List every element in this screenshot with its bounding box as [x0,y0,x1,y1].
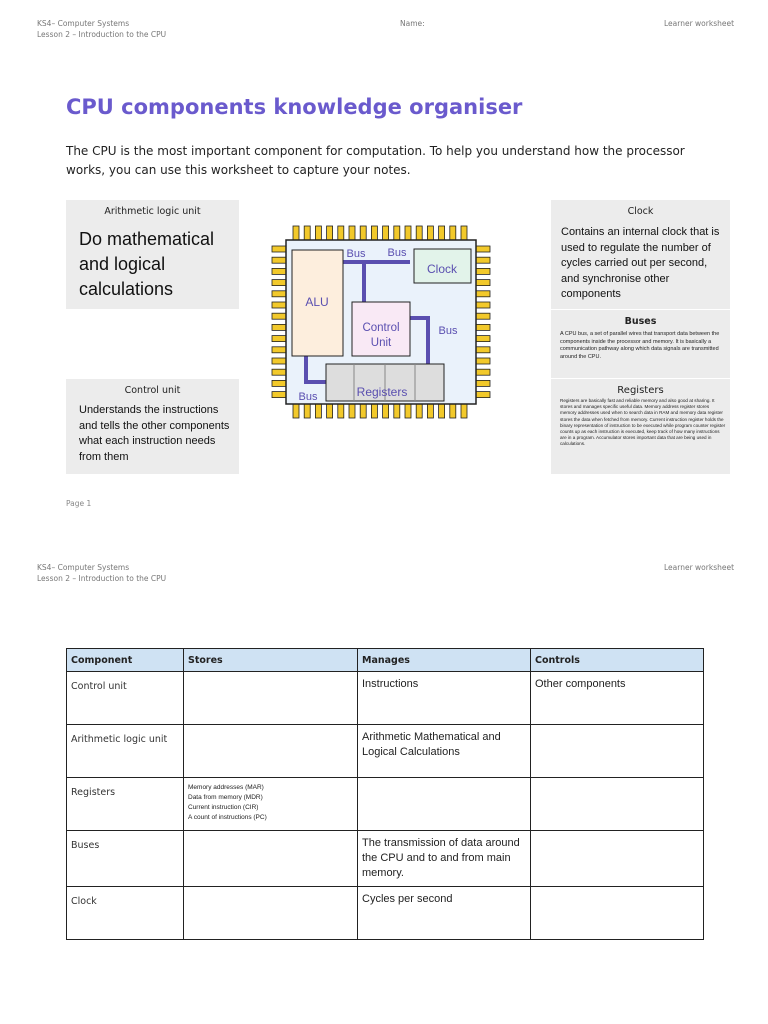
header-worksheet-label: Learner worksheet [664,19,735,28]
table-header-component: Component [67,649,184,672]
bus-label-bottom: Bus [298,391,318,403]
cpu-pin [450,226,456,240]
cpu-pin [272,313,286,319]
cpu-pin [439,226,445,240]
cpu-pin [405,226,411,240]
page-title: CPU components knowledge organiser [66,95,523,119]
cpu-pin [476,257,490,263]
row-manages-cell[interactable]: Arithmetic Mathematical and Logical Calculations [358,725,531,778]
cpu-pin [394,226,400,240]
row-controls-cell[interactable] [531,887,704,940]
cpu-pin [272,324,286,330]
cpu-pin [272,336,286,342]
cpu-pin [315,404,321,418]
row-controls-cell[interactable] [531,831,704,887]
components-table [66,648,704,940]
header-name-label: Name: [400,19,425,28]
cpu-pin [416,226,422,240]
stores-line: Current instruction (CIR) [188,804,259,811]
clock-card-text: Contains an internal clock that is used to regulate the number of cycles carried out per second, and synchronise other components [561,226,720,300]
alu-card-title: Arithmetic logic unit [104,206,201,217]
row-stores-cell[interactable] [184,725,358,778]
cpu-pin [272,268,286,274]
registers-card-title: Registers [617,385,664,396]
cpu-pin [476,280,490,286]
page2-header-worksheet-label: Learner worksheet [664,563,735,572]
table-row [67,887,704,940]
cpu-pin [427,226,433,240]
table-row [67,725,704,778]
registers-card-text: Registers are basically fast and reliable memory and also good at sharing. It stores and manages specific useful data. Memory address register stores memory addresses used when to search data in RAM and memory data register stores the data when fetched from memory. Current instruction register holds the binary representation of instruction to be executed while program counter register counts up as each instruction is executed, keep track of how many instructions are in a program. Accumulator stores important data that are being used in calculations. [560,398,726,447]
cpu-pin [416,404,422,418]
cpu-pin [476,380,490,386]
row-stores-cell[interactable] [184,672,358,725]
cpu-pin [371,226,377,240]
row-component-cell: Registers [67,778,184,831]
cpu-pin [338,226,344,240]
page-number: Page 1 [66,499,92,508]
stores-line: A count of instructions (PC) [188,814,267,821]
clock-card [551,200,730,309]
row-stores-cell[interactable] [184,778,358,831]
buses-card [551,310,730,378]
cpu-pin [476,246,490,252]
page2-header-course: KS4– Computer Systems [37,563,130,572]
stores-line: Data from memory (MDR) [188,794,263,801]
cpu-pins-bottom [293,404,467,418]
cpu-pin [461,226,467,240]
cpu-pin [272,291,286,297]
cpu-pin [272,369,286,375]
cpu-pin [476,392,490,398]
intro-paragraph: The CPU is the most important component for computation. To help you understand how the processor works, you can use this worksheet to capture your notes. [66,144,685,177]
header-course: KS4– Computer Systems [37,19,130,28]
row-controls-cell[interactable] [531,725,704,778]
bus-label-top-1: Bus [346,248,366,260]
cpu-pin [272,392,286,398]
cpu-pin [476,291,490,297]
cpu-pin [272,380,286,386]
cpu-pin [476,369,490,375]
cpu-pin [293,226,299,240]
cpu-pin [476,358,490,364]
row-manages-cell[interactable]: Instructions [358,672,531,725]
table-row [67,831,704,887]
cpu-pin [383,404,389,418]
cpu-pin [476,347,490,353]
cpu-pin [439,404,445,418]
table-header-manages: Manages [358,649,531,672]
cpu-pin [272,302,286,308]
cpu-pin [476,268,490,274]
alu-label: ALU [305,295,329,309]
cpu-pin [349,404,355,418]
table-header-controls: Controls [531,649,704,672]
page2-header-lesson: Lesson 2 – Introduction to the CPU [37,574,167,583]
cpu-pin [476,313,490,319]
row-manages-cell[interactable]: The transmission of data around the CPU and to and from main memory. [358,831,531,887]
alu-card [66,200,239,309]
cpu-pin [272,280,286,286]
table-row [67,778,704,831]
cpu-pin [272,246,286,252]
row-controls-cell[interactable] [531,778,704,831]
cpu-pin [360,404,366,418]
buses-card-text: A CPU bus, a set of parallel wires that transport data between the components inside the processor and memory. It is basically a communication pathway along which data signals are transmitted around the CPU. [560,331,720,360]
registers-card [551,379,730,474]
control-unit-card [66,379,239,474]
cpu-diagram [268,222,494,422]
control-unit-card-text: Understands the instructions and tells the other components what each instruction needs from them [79,404,230,463]
row-component-cell: Control unit [67,672,184,725]
registers-label: Registers [356,385,408,399]
buses-card-title: Buses [624,316,657,327]
cpu-pin [476,324,490,330]
cpu-pin [304,404,310,418]
cpu-pin [450,404,456,418]
cpu-pin [327,226,333,240]
clock-label: Clock [426,262,458,276]
clock-card-title: Clock [627,206,654,217]
cpu-pins-left [272,246,286,398]
cpu-pins-top [293,226,467,240]
cpu-pin [394,404,400,418]
cpu-pin [371,404,377,418]
cpu-pin [272,257,286,263]
cpu-pin [315,226,321,240]
cpu-pin [476,302,490,308]
row-component-cell: Arithmetic logic unit [67,725,184,778]
cpu-pin [461,404,467,418]
row-manages-cell[interactable]: Cycles per second [358,887,531,940]
bus-label-top-2: Bus [387,247,407,259]
row-component-cell: Buses [67,831,184,887]
table-header-stores: Stores [184,649,358,672]
cpu-pin [349,226,355,240]
cpu-pin [360,226,366,240]
row-manages-cell[interactable] [358,778,531,831]
row-stores-cell[interactable] [184,831,358,887]
cpu-pin [476,336,490,342]
cpu-pin [327,404,333,418]
control-unit-label-line1: Control [362,322,400,334]
control-unit-label-line2: Unit [370,337,392,349]
cpu-pin [427,404,433,418]
cpu-pin [272,347,286,353]
alu-card-text: Do mathematical and logical calculations [79,229,215,299]
cpu-pin [405,404,411,418]
table-header-row [67,649,704,672]
row-stores-cell[interactable] [184,887,358,940]
cpu-pin [272,358,286,364]
cpu-pin [304,226,310,240]
control-unit-card-title: Control unit [124,385,181,396]
row-component-cell: Clock [67,887,184,940]
cpu-pin [293,404,299,418]
stores-line: Memory addresses (MAR) [188,784,264,791]
cpu-pin [338,404,344,418]
cpu-pins-right [476,246,490,398]
cpu-pin [383,226,389,240]
table-row [67,672,704,725]
row-controls-cell[interactable]: Other components [531,672,704,725]
header-lesson: Lesson 2 – Introduction to the CPU [37,30,167,39]
bus-label-right: Bus [438,325,458,337]
